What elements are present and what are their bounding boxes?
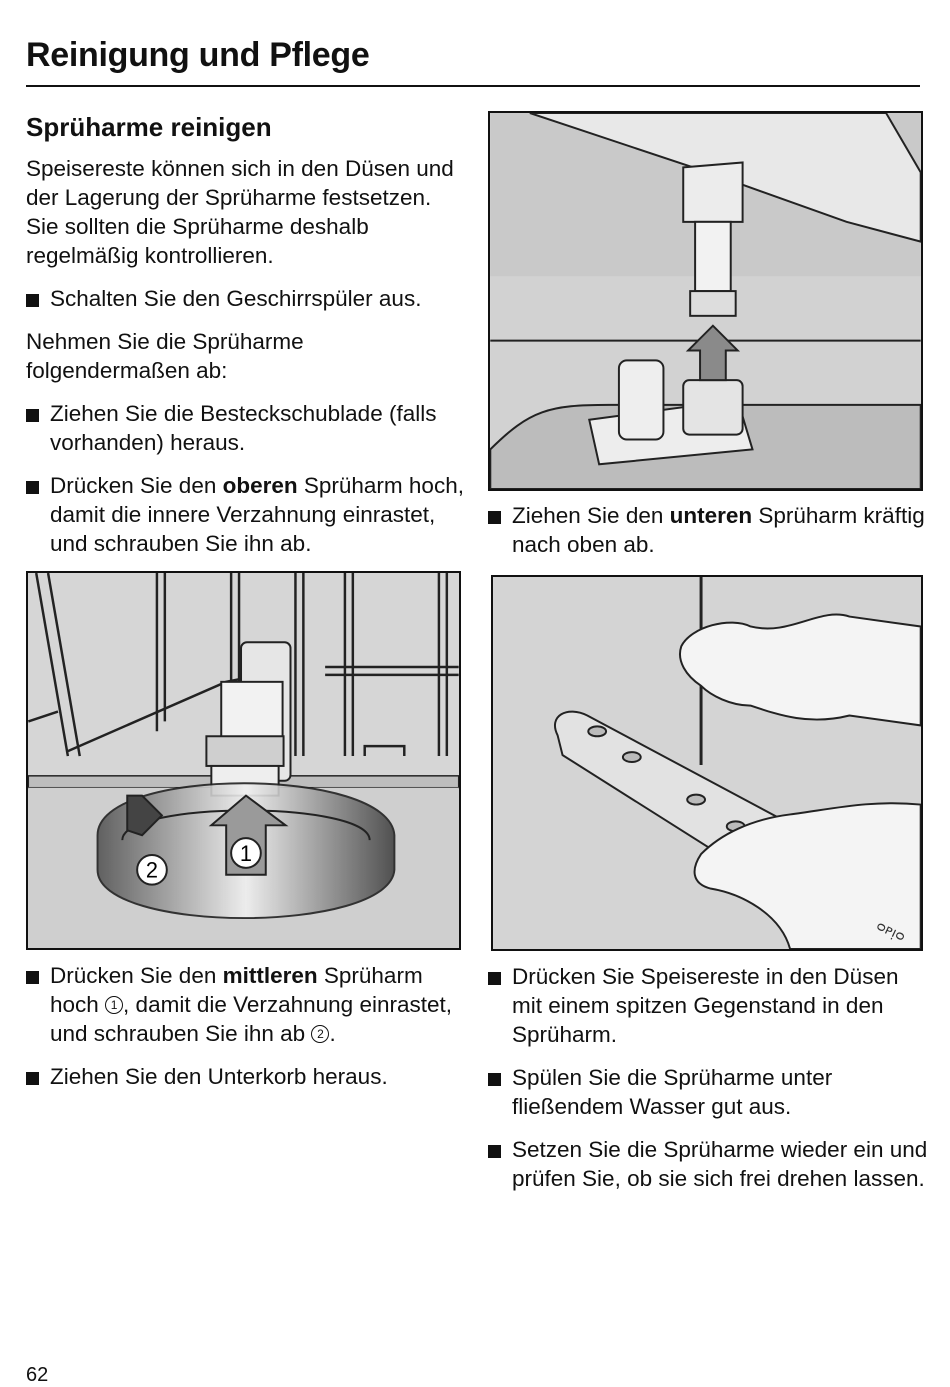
step-rinse: Spülen Sie die Sprüharme unter fließendem Wasser gut aus. bbox=[488, 1063, 928, 1121]
step-lower-pre: Ziehen Sie den bbox=[512, 503, 670, 528]
step-switch-off: Schalten Sie den Geschirrspüler aus. bbox=[26, 284, 466, 313]
remove-intro: Nehmen Sie die Sprüharme folgendermaßen ab: bbox=[26, 329, 304, 383]
page-title: Reinigung und Pflege bbox=[26, 36, 370, 74]
step-middle-bold: mittleren bbox=[222, 963, 318, 988]
page-number: 62 bbox=[26, 1364, 49, 1386]
step-upper-pre: Drücken Sie den bbox=[50, 473, 223, 498]
step-middle-arm bbox=[26, 961, 466, 1048]
step-lower-arm bbox=[488, 501, 928, 559]
step-middle-mid1: Sprüharm hoch bbox=[50, 963, 423, 1017]
right-column-lower bbox=[488, 962, 928, 1193]
step-press-food: Drücken Sie Speisereste in den Düsen mit einem spitzen Gegenstand in den Sprüharm. bbox=[488, 962, 928, 1049]
figure-middle-spray-arm bbox=[26, 571, 461, 950]
step-refit: Setzen Sie die Sprüharme wieder ein und prüfen Sie, ob sie sich frei drehen lassen. bbox=[488, 1135, 928, 1193]
title-divider bbox=[26, 85, 920, 87]
step-upper-bold: oberen bbox=[222, 473, 298, 498]
clean-nozzles-illustration bbox=[493, 577, 921, 949]
figure-clean-nozzles bbox=[491, 575, 923, 951]
step-cutlery-drawer: Ziehen Sie die Besteckschublade (falls vorhanden) heraus. bbox=[26, 399, 466, 457]
section-title: Sprüharme reinigen bbox=[26, 112, 272, 142]
lower-spray-arm-illustration bbox=[490, 113, 921, 489]
inline-callout-1: 1 bbox=[105, 996, 123, 1014]
step-upper-post: Sprüharm hoch, damit die innere Verzahnung einrastet, und schrauben Sie ihn ab. bbox=[50, 473, 464, 556]
intro-paragraph: Speisereste können sich in den Düsen und der Lagerung der Sprüharme festsetzen. Sie sollten die Sprüharme deshalb regelmäßig kontrollieren. bbox=[26, 156, 454, 268]
left-column bbox=[26, 112, 466, 558]
right-column-upper bbox=[488, 501, 928, 559]
step-lower-post: Sprüharm kräftig nach oben ab. bbox=[512, 503, 925, 557]
spray-arm-stamp: ᴑᴘᴉᴑ bbox=[873, 917, 908, 946]
step-lower-bold: unteren bbox=[669, 503, 753, 528]
step-middle-pre: Drücken Sie den bbox=[50, 963, 223, 988]
figure-lower-spray-arm bbox=[488, 111, 923, 491]
step-lower-basket: Ziehen Sie den Unterkorb heraus. bbox=[26, 1062, 466, 1091]
step-middle-post: . bbox=[329, 1021, 336, 1046]
inline-callout-2: 2 bbox=[311, 1025, 329, 1043]
callout-2-label: 2 bbox=[145, 857, 159, 883]
callout-1-label: 1 bbox=[239, 840, 253, 866]
step-upper-arm bbox=[26, 471, 466, 558]
left-column-lower bbox=[26, 961, 466, 1091]
step-middle-mid2: , damit die Verzahnung einrastet, und schrauben Sie ihn ab bbox=[50, 992, 452, 1046]
middle-spray-arm-illustration bbox=[28, 573, 459, 948]
